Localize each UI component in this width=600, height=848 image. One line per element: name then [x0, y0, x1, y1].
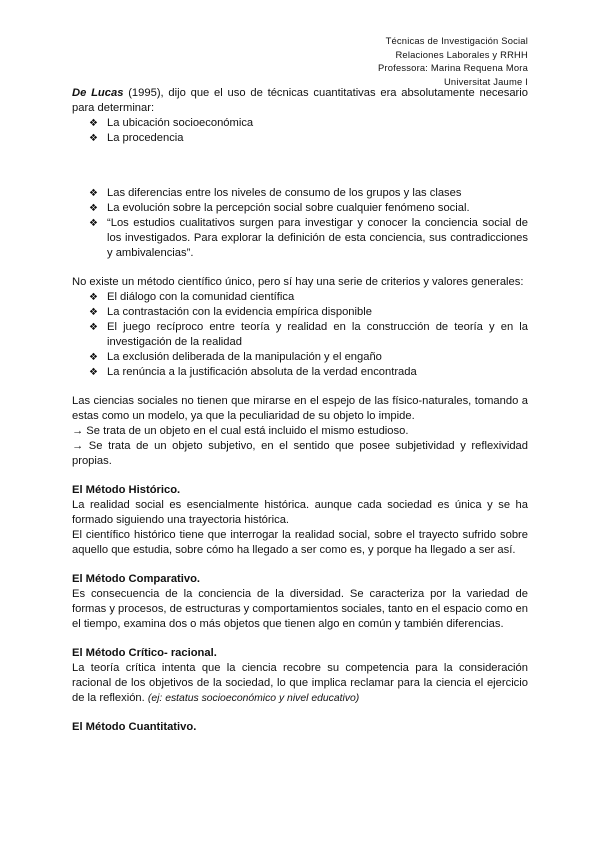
diamond-bullet-icon: ❖ [89, 218, 98, 229]
diamond-bullet-icon: ❖ [89, 118, 98, 129]
critico-paragraph: La teoría crítica intenta que la ciencia recobre su competencia para la consideración racional de los objetivos de la sociedad, lo que implica reclamar para la ciencia el ejercicio de la reflexión. (ej: estatus socioeconómico y nivel educativo) [72, 662, 528, 704]
diamond-bullet-icon: ❖ [89, 292, 98, 303]
critico-example: (ej: estatus socioeconómico y nivel educativo) [147, 693, 360, 704]
quantitative-uses-list-continued [72, 186, 528, 261]
social-sciences-paragraph: Las ciencias sociales no tienen que mirarse en el espejo de las físico-naturales, tomando a estas como un modelo, ya que la peculiaridad de su objeto lo impide. [72, 395, 528, 422]
quantitative-uses-list [72, 116, 528, 146]
diamond-bullet-icon: ❖ [89, 307, 98, 318]
list-item: ❖ “Los estudios cualitativos surgen para investigar y conocer la conciencia social de los investigados. Para explorar la definición de esta conciencia, sus contradicciones y ambivalencias”. [89, 217, 528, 259]
list-item: ❖ La ubicación socioeconómica [89, 117, 254, 129]
diamond-bullet-icon: ❖ [89, 322, 98, 333]
section-heading-critico: El Método Crítico- racional. [72, 647, 217, 659]
arrow-note: → Se trata de un objeto en el cual está incluido el mismo estudioso. [72, 425, 409, 437]
diamond-bullet-icon: ❖ [89, 188, 98, 199]
diamond-bullet-icon: ❖ [89, 367, 98, 378]
document-body [72, 86, 528, 735]
cited-author: De Lucas [72, 87, 124, 99]
comparativo-paragraph: Es consecuencia de la conciencia de la diversidad. Se caracteriza por la variedad de formas y procesos, de estructuras y comportamientos sociales, tanto en el espacio como en el tiempo, examina dos o más objetos que tienen algo en común y también diferencias. [72, 588, 528, 630]
page-header [378, 34, 528, 88]
section-heading-comparativo: El Método Comparativo. [72, 573, 201, 585]
arrow-note: → Se trata de un objeto subjetivo, en el sentido que posee subjetividad y reflexividad propias. [72, 440, 528, 467]
header-course: Técnicas de Investigación Social [385, 35, 528, 46]
criteria-intro: No existe un método científico único, pero sí hay una serie de criterios y valores generales: [72, 276, 524, 288]
diamond-bullet-icon: ❖ [89, 352, 98, 363]
list-item: ❖ La exclusión deliberada de la manipulación y el engaño [89, 351, 382, 363]
blank-space [72, 146, 528, 186]
intro-paragraph [72, 86, 528, 116]
list-item: ❖ El juego recíproco entre teoría y realidad en la construcción de teoría y en la investigación de la realidad [89, 321, 528, 348]
list-item: ❖ La evolución sobre la percepción social sobre cualquier fenómeno social. [89, 202, 470, 214]
list-item: ❖ La contrastación con la evidencia empírica disponible [89, 306, 372, 318]
list-item: ❖ El diálogo con la comunidad científica [89, 291, 295, 303]
intro-text: (1995), dijo que el uso de técnicas cuantitativas era absolutamente necesario para determinar: [72, 87, 528, 114]
criteria-list [72, 290, 528, 380]
header-professor: Professora: Marina Requena Mora [377, 62, 528, 73]
section-heading-cuantitativo: El Método Cuantitativo. [72, 721, 197, 733]
historico-paragraph: El científico histórico tiene que interrogar la realidad social, sobre el trayecto sufrido sobre aquello que estudia, sobre cómo ha llegado a ser como es, y porque ha llegado a ser así. [72, 529, 528, 556]
diamond-bullet-icon: ❖ [89, 133, 98, 144]
list-item: ❖ Las diferencias entre los niveles de consumo de los grupos y las clases [89, 187, 462, 199]
historico-paragraph: La realidad social es esencialmente histórica. aunque cada sociedad es única y se ha formado siguiendo una trayectoria histórica. [72, 499, 528, 526]
list-item: ❖ La procedencia [89, 132, 184, 144]
diamond-bullet-icon: ❖ [89, 203, 98, 214]
section-heading-historico: El Método Histórico. [72, 484, 181, 496]
list-item: ❖ La renúncia a la justificación absoluta de la verdad encontrada [89, 366, 417, 378]
header-degree: Relaciones Laborales y RRHH [395, 48, 528, 60]
header-university: Universitat Jaume I [443, 75, 528, 87]
